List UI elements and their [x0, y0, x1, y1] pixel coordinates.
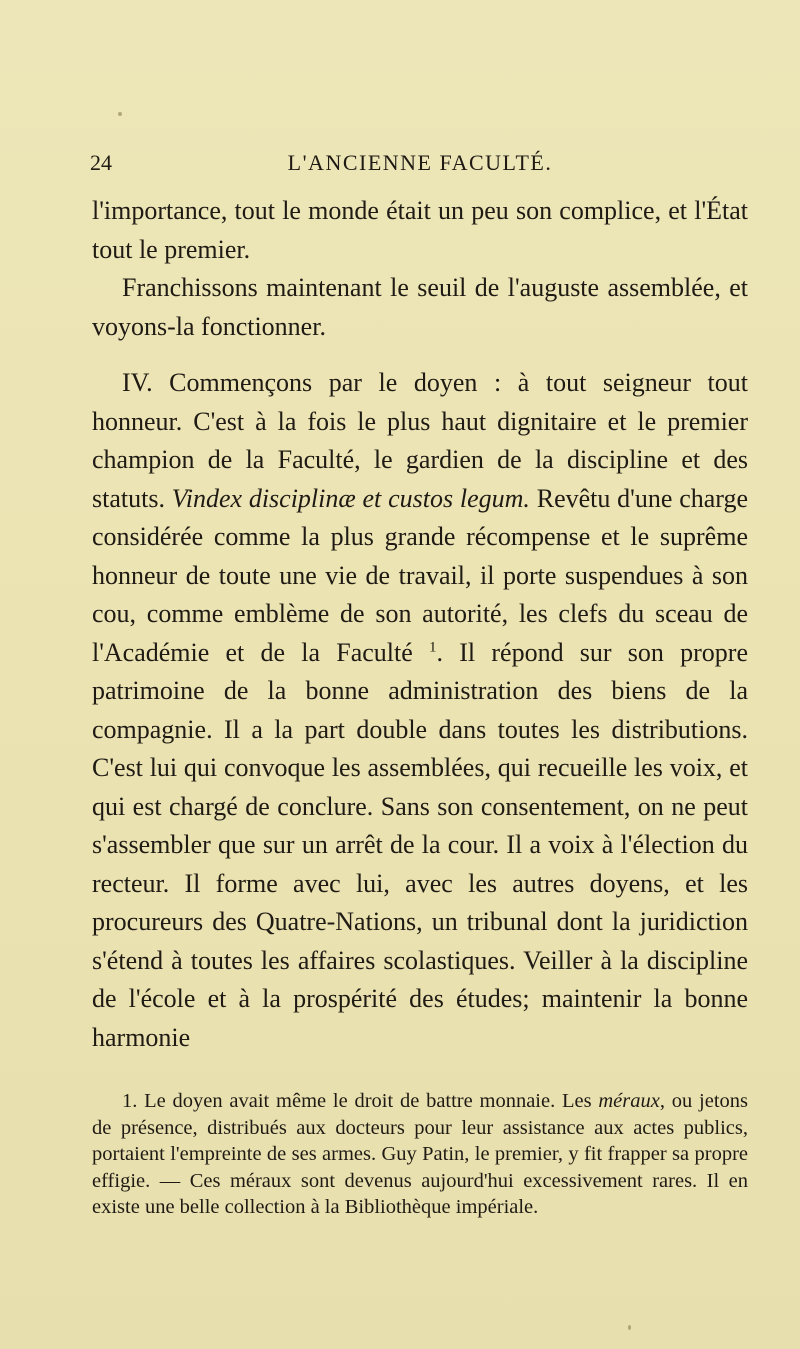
page-number: 24	[90, 150, 112, 175]
page-header	[90, 148, 750, 178]
latin-quote: Vindex disciplinæ et custos legum.	[171, 483, 530, 513]
footnote-italic-term: méraux	[598, 1090, 660, 1112]
paragraph-1: l'importance, tout le monde était un peu son complice, et l'État tout le premier.	[92, 196, 748, 264]
footnote-reference[interactable]: 1	[429, 638, 437, 655]
footnote-block	[92, 1088, 748, 1221]
paragraph-3	[92, 364, 748, 1057]
footnote-1	[92, 1088, 748, 1221]
paper-spot	[118, 112, 122, 116]
paper-spot	[628, 1325, 631, 1330]
paragraph-2: Franchissons maintenant le seuil de l'auguste assemblée, et voyons-la fonctionner.	[92, 273, 748, 341]
paragraph-3-text-a: IV. Commençons par le doyen : à tout seigneur tout honneur. C'est à la fois le plus haut dignitaire et le premier champion de la Faculté, le gardien de la discipline et des statuts.	[92, 368, 748, 513]
paragraph-3-text-b: Revêtu d'une charge considérée comme la plus grande récompense et le suprême honneur de toute une vie de travail, il porte suspendues à son cou, comme emblème de son autorité, les clefs du sceau de l'Académie et de la Faculté	[92, 483, 749, 667]
footnote-text-b: , ou jetons de présence, distribués aux docteurs pour leur assistance aux actes publics, portaient l'empreinte de ses armes. Guy Patin, le premier, y fit frapper sa propre effigie. — Ces méraux sont devenus aujourd'hui excessivement rares. Il en existe une belle collection à la Bibliothèque impériale.	[92, 1090, 748, 1218]
running-head: L'ANCIENNE FACULTÉ.	[287, 150, 553, 175]
body-text	[92, 192, 748, 1057]
footnote-text-a: 1. Le doyen avait même le droit de battre monnaie. Les	[122, 1090, 592, 1112]
paragraph-3-text-c: . Il répond sur son propre patrimoine de la bonne administration des biens de la compagnie. Il a la part double dans toutes les distributions. C'est lui qui convoque les assemblées, qui recueille les voix, et qui est chargé de conclure. Sans son consentement, on ne peut s'assembler que sur un arrêt de la cour. Il a voix à l'élection du recteur. Il forme avec lui, avec les autres doyens, et les procureurs des Quatre-Nations, un tribunal dont la juridiction s'étend à toutes les affaires scolastiques. Veiller à la discipline de l'école et à la prospérité des études; maintenir la bonne harmonie	[92, 637, 748, 1052]
